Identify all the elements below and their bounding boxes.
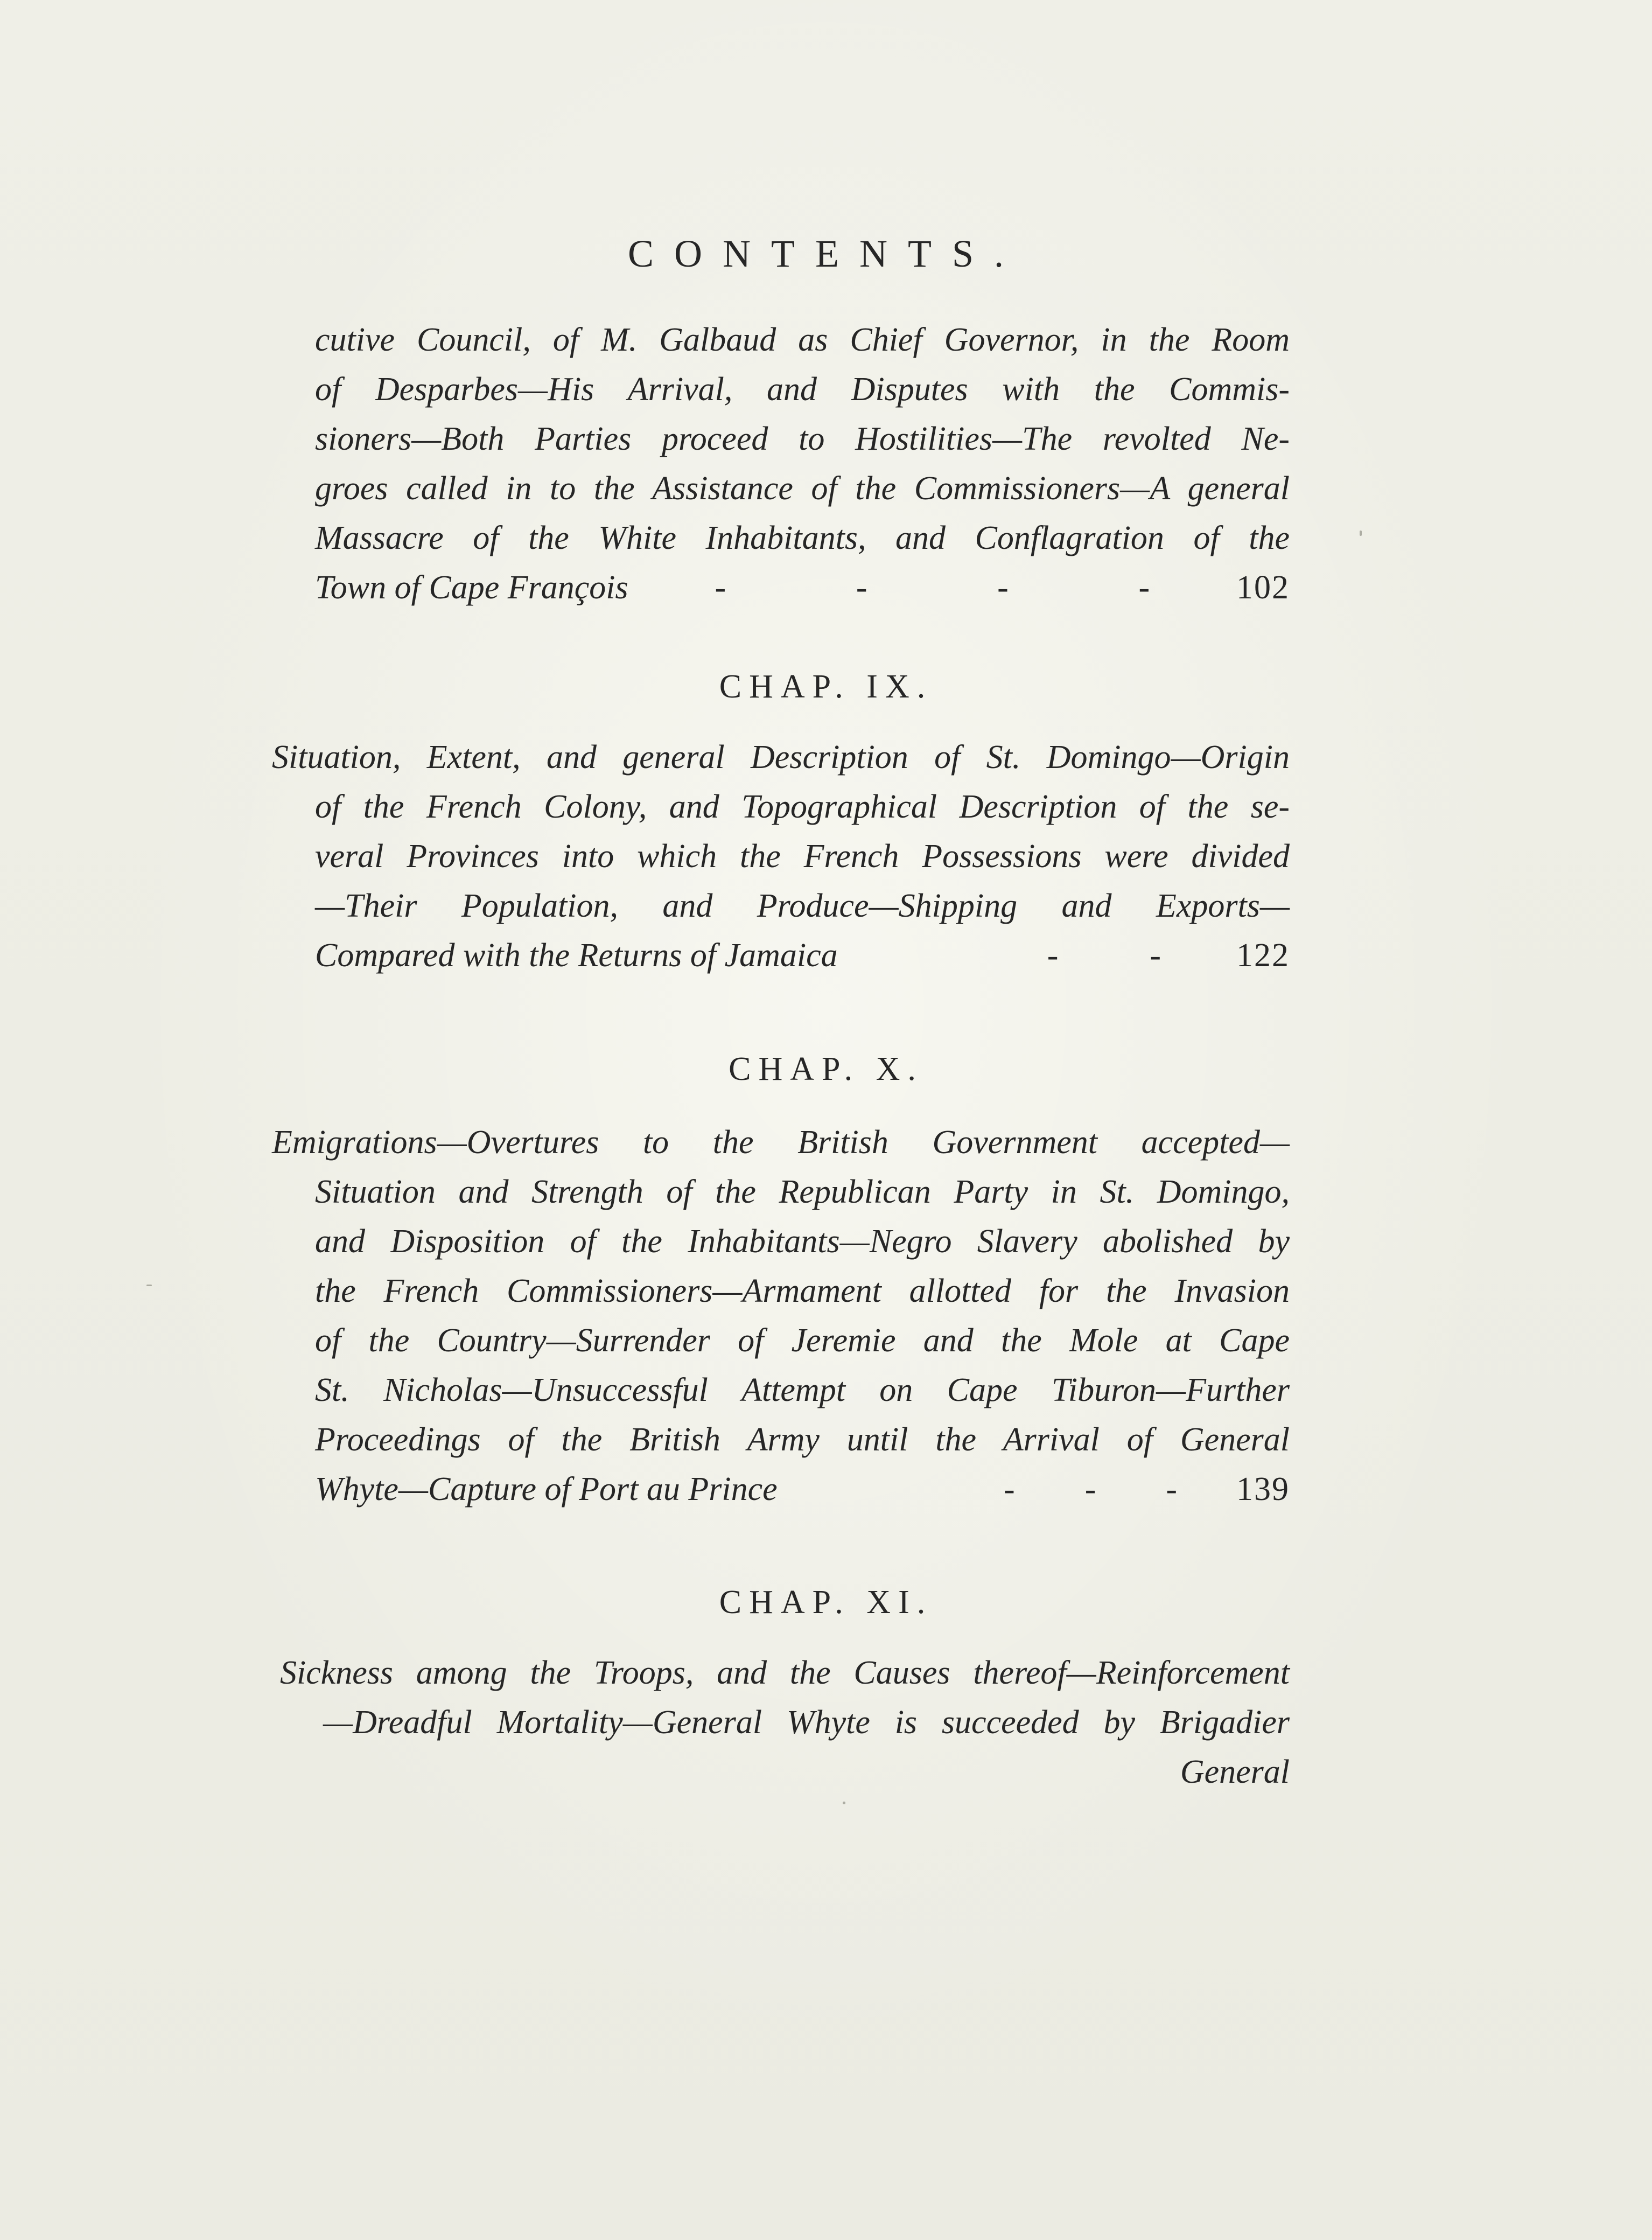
entry-line: Situation, Extent, and general Description of St. Domingo—Origin — [272, 739, 1290, 776]
entry-line: Compared with the Returns of Jamaica — [315, 937, 838, 974]
entry-line: of Desparbes—His Arrival, and Disputes with the Commis- — [315, 371, 1290, 408]
leader-mark: - — [1138, 569, 1150, 606]
entry-line: —Dreadful Mortality—General Whyte is succeeded by Brigadier — [323, 1704, 1290, 1741]
entry-line: Town of Cape François — [315, 569, 628, 606]
leader-mark: - — [856, 569, 867, 606]
toc-entry-chapter-10 — [272, 1118, 1290, 1514]
leader-mark: - — [997, 569, 1009, 606]
entry-final-line — [272, 931, 1290, 980]
entry-final-line — [315, 563, 1290, 612]
entry-line: veral Provinces into which the French Possessions were divided — [315, 838, 1290, 875]
entry-line: Sickness among the Troops, and the Causes thereof—Reinforcement — [280, 1655, 1290, 1691]
dot-leader — [628, 563, 1236, 612]
leader-mark: - — [1047, 937, 1059, 974]
toc-entry-chapter-11 — [280, 1648, 1290, 1797]
dot-leader — [778, 1464, 1236, 1514]
toc-entry-chapter-9 — [272, 732, 1290, 980]
entry-line: Whyte—Capture of Port au Prince — [315, 1471, 778, 1508]
page-number: 122 — [1236, 937, 1290, 974]
entry-line: cutive Council, of M. Galbaud as Chief Governor, in the Room — [315, 322, 1290, 358]
leader-mark: - — [1084, 1471, 1096, 1508]
leader-mark: - — [1150, 937, 1161, 974]
leader-mark: - — [715, 569, 726, 606]
entry-line: Emigrations—Overtures to the British Government accepted— — [272, 1124, 1290, 1161]
entry-final-line — [272, 1464, 1290, 1514]
entry-line: General — [1180, 1754, 1290, 1790]
paper-fleck — [843, 1802, 845, 1804]
entry-line: groes called in to the Assistance of the Commissioners—A general — [315, 470, 1290, 507]
entry-line: the French Commissioners—Armament allotted for the Invasion — [315, 1273, 1290, 1309]
chapter-heading: CHAP. X. — [729, 1051, 923, 1087]
paper-fleck — [146, 1285, 152, 1286]
toc-entry-continued — [315, 315, 1290, 612]
entry-line: Massacre of the White Inhabitants, and Conflagration of the — [315, 520, 1290, 556]
page-header: CONTENTS. — [628, 232, 1024, 275]
page-number: 139 — [1236, 1471, 1290, 1508]
entry-line: of the Country—Surrender of Jeremie and the Mole at Cape — [315, 1322, 1290, 1359]
entry-line: and Disposition of the Inhabitants—Negro Slavery abolished by — [315, 1223, 1290, 1260]
entry-line: Situation and Strength of the Republican Party in St. Domingo, — [315, 1174, 1290, 1210]
entry-line: sioners—Both Parties proceed to Hostilities—The revolted Ne- — [315, 421, 1290, 457]
paper-fleck — [1360, 531, 1362, 536]
dot-leader — [838, 931, 1236, 980]
page-number: 102 — [1236, 569, 1290, 606]
leader-mark: - — [1004, 1471, 1015, 1508]
chapter-heading: CHAP. IX. — [719, 668, 933, 705]
entry-line: —Their Population, and Produce—Shipping and Exports— — [315, 888, 1290, 924]
chapter-heading: CHAP. XI. — [719, 1584, 933, 1621]
entry-line: St. Nicholas—Unsuccessful Attempt on Cape Tiburon—Further — [315, 1372, 1290, 1408]
leader-mark: - — [1166, 1471, 1177, 1508]
entry-line: Proceedings of the British Army until the Arrival of General — [315, 1421, 1290, 1458]
entry-line: of the French Colony, and Topographical Description of the se- — [315, 788, 1290, 825]
